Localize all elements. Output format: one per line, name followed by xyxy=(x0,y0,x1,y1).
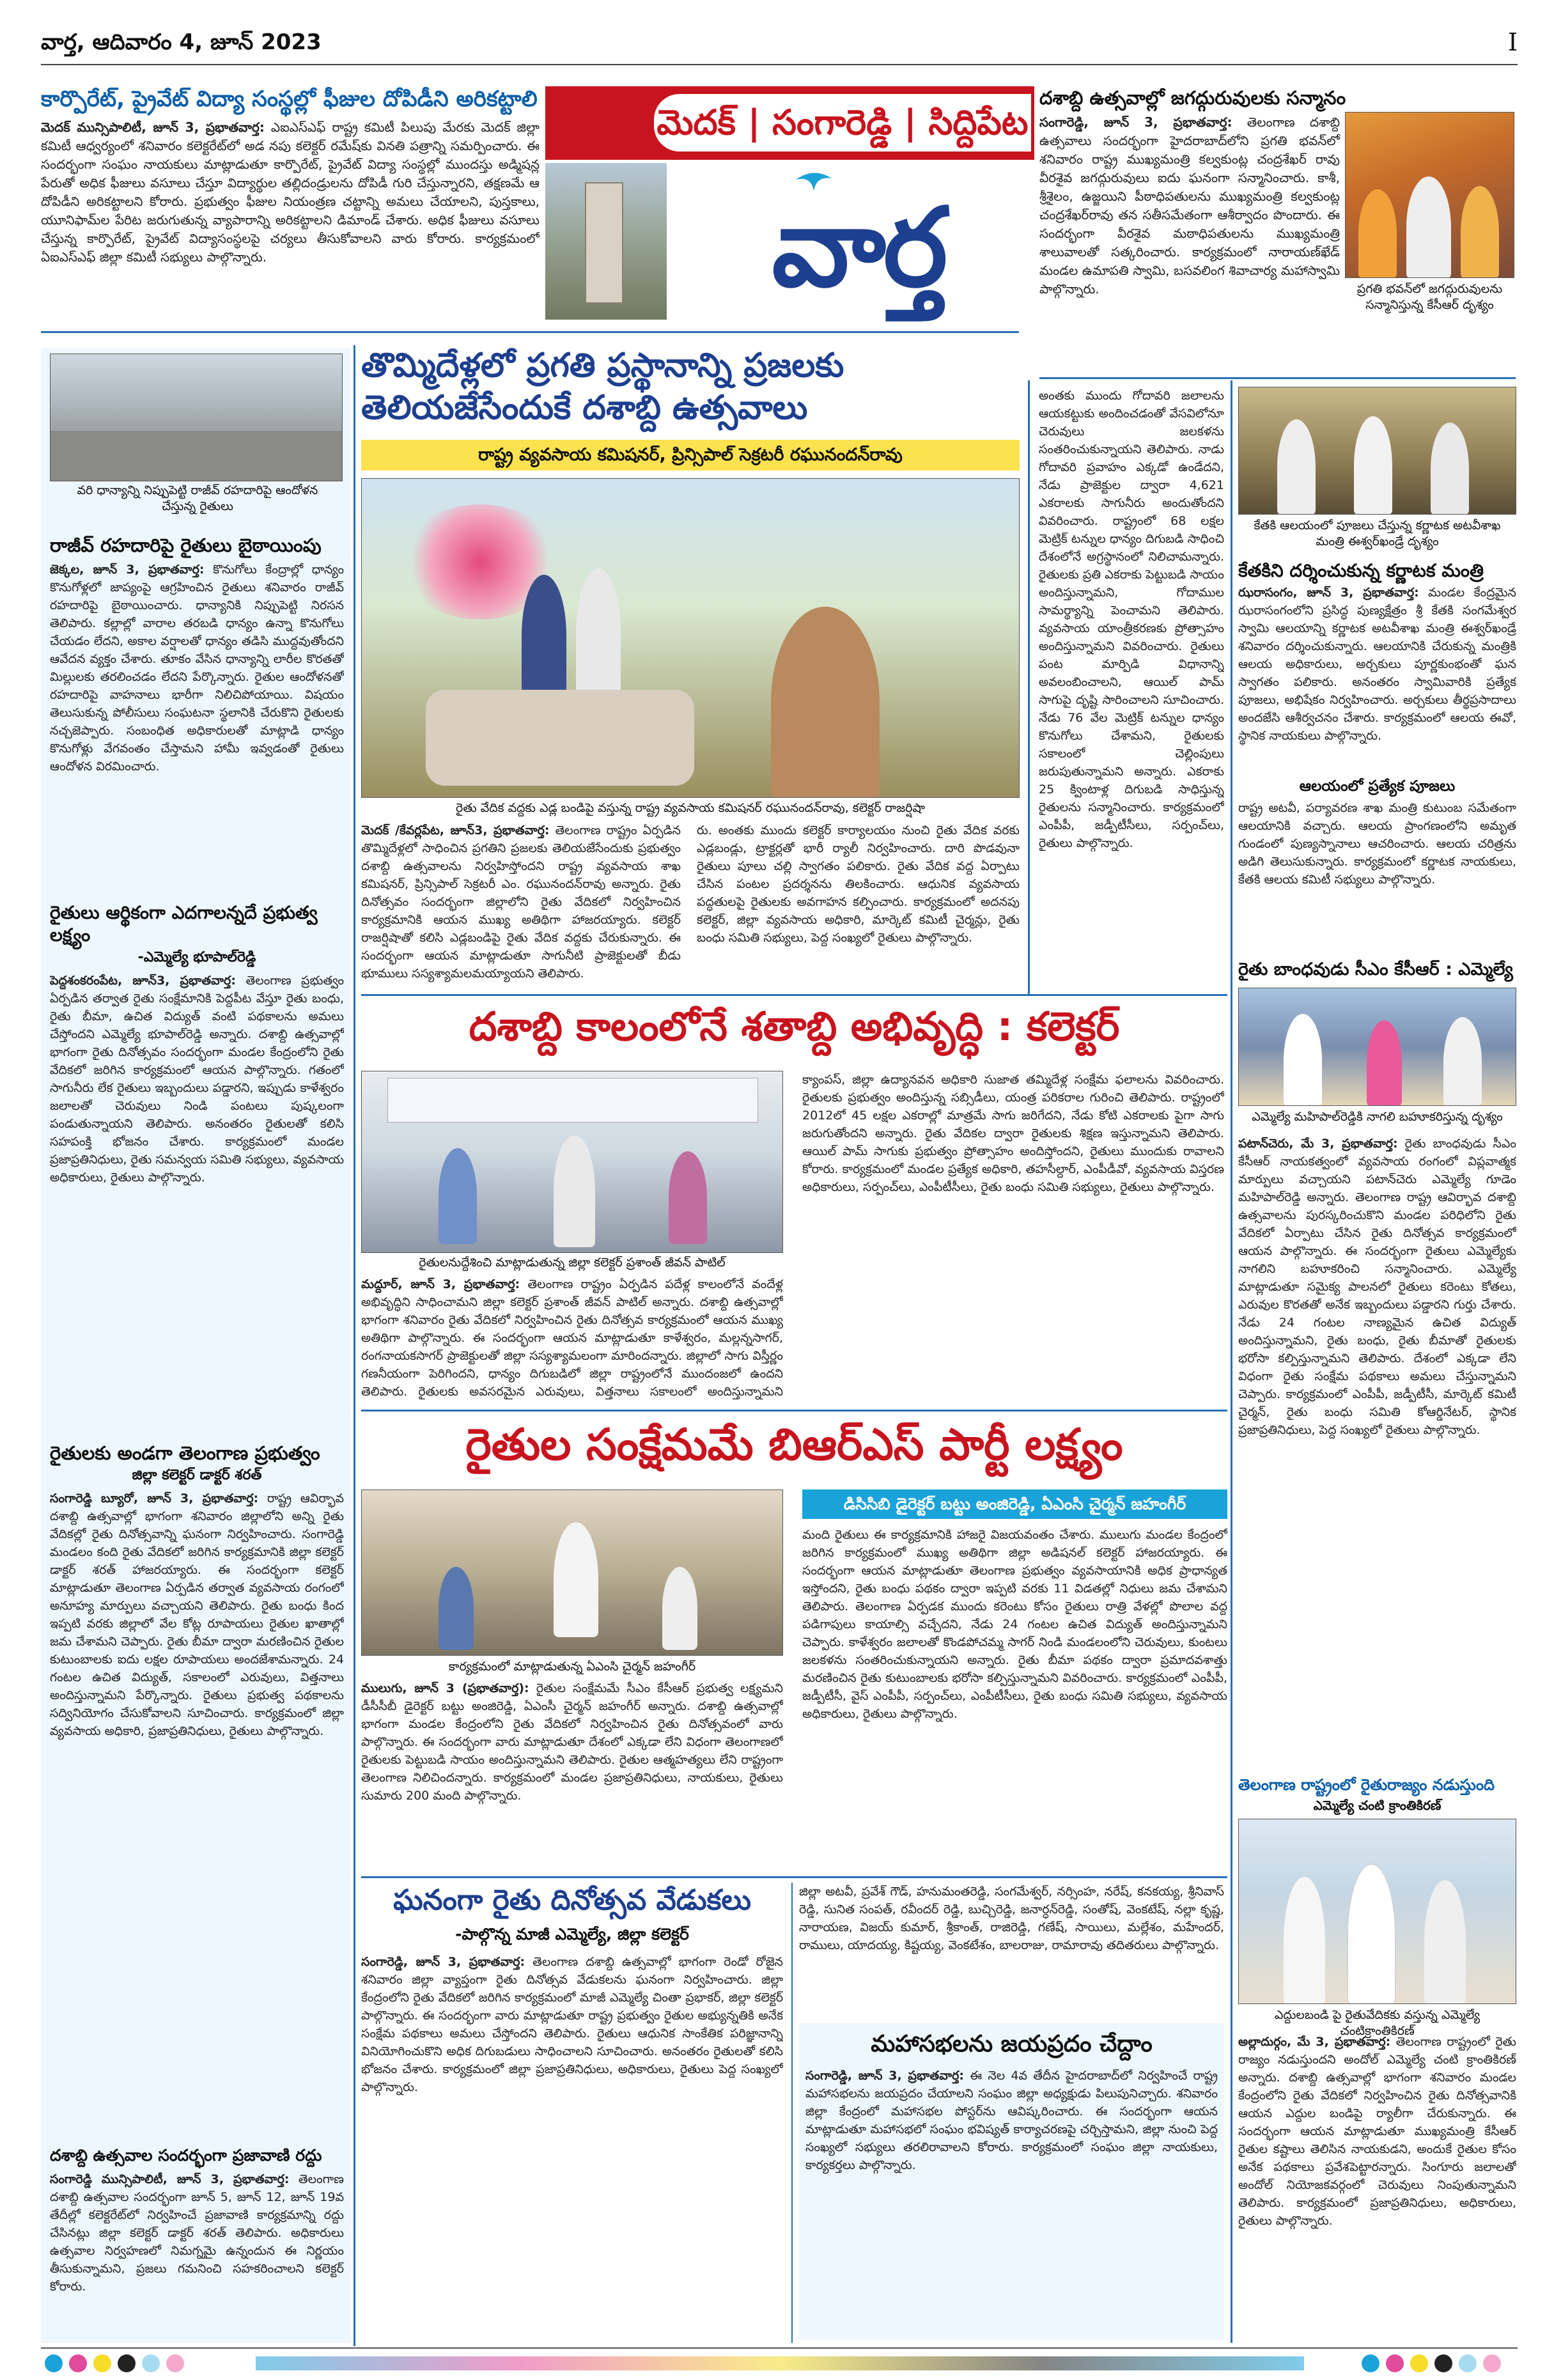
person-figure xyxy=(554,1522,598,1637)
headline: రైతులు ఆర్థికంగా ఎదగాలన్నదే ప్రభుత్వ లక్ష్యం xyxy=(50,902,318,945)
headline: దశాబ్ది ఉత్సవాల సందర్భంగా ప్రజావాణి రద్దు xyxy=(50,2146,322,2165)
article-lead xyxy=(361,345,1020,991)
protest-photo xyxy=(50,354,343,481)
headline: కార్పొరేట్, ప్రైవేట్ విద్యా సంస్థల్లో ఫీజుల దోపిడీని అరికట్టాలి xyxy=(41,86,538,112)
right-column xyxy=(1238,387,1519,2343)
body-block xyxy=(799,1883,1224,2017)
dateline: పటాన్‌చెరు, మే 3, ప్రభాతవార్త: xyxy=(1238,1137,1398,1151)
body: తెలంగాణ రాష్ట్రంలో రైతు రాజ్యం నడుస్తుందని అందోల్ ఎమ్మెల్యే చంటి క్రాంతికిరణ్ అన్నారు. దశాబ్ది ఉత్సవాల్లో భాగంగా శనివారం మండల కేంద్రంలోని రైతు వేదికలో నిర్వహించిన రైతు దినోత్సవానికి ఆయన ఎద్దుల బండిపై ర్యాలీగా చేరుకున్నారు. ఈ సందర్భంగా ఆయన మాట్లాడుతూ ముఖ్యమంత్రి కేసీఆర్ రైతుల కష్టాలు తెలిసిన నాయకుడని, అందుకే రైతుల కోసం అనేక పథకాలు ప్రవేశపెట్టారన్నారు. సింగూరు జలాలతో అందోల్ నియోజకవర్గంలో చెరువులు నింపుతున్నామని తెలిపారు. కార్యక్రమంలో ప్రజాప్రతినిధులు, అధికారులు, రైతులు పాల్గొన్నారు. xyxy=(1238,2035,1516,2228)
headline: మహాసభలను జయప్రదం చేద్దాం xyxy=(871,2031,1153,2057)
body-block xyxy=(1238,1135,1516,1768)
byline: ఎమ్మెల్యే చంటి క్రాంతికిరణ్ xyxy=(1313,1798,1441,1813)
mahasabha-box xyxy=(799,2023,1224,2340)
body: మండల కేంద్రమైన ఝరాసంగంలోని ప్రసిద్ధ పుణ్యక్షేత్రం శ్రీ కేతకి సంగమేశ్వర స్వామి ఆలయాన్ని కర్ణాటక అటవీశాఖ మంత్రి ఈశ్వర్‌ఖండ్రే శనివారం దర్శించుకున్నారు. ఆలయానికి చేరుకున్న మంత్రికి ఆలయ అధికారులు, అర్చకులు పూర్ణకుంభంతో ఘన స్వాగతం పలికారు. అనంతరం స్వామివారికి ప్రత్యేక పూజలు, అభిషేకం నిర్వహించారు. అర్చకులు తీర్థప్రసాదాలు అందజేసి ఆశీర్వచనం చేశారు. కార్యక్రమంలో ఆలయ ఈవో, స్థానిక నాయకులు పాల్గొన్నారు. xyxy=(1238,586,1516,743)
person-figure xyxy=(1424,1880,1466,2004)
body: రైతుల సంక్షేమమే సీఎం కేసీఆర్ ప్రభుత్వ లక్ష్యమని డీసీసీబీ డైరెక్టర్ బట్టు అంజిరెడ్డి, ఏఎంసీ చైర్మన్ జహంగీర్ అన్నారు. దశాబ్ది ఉత్సవాల్లో భాగంగా మండల కేంద్రంలోని రైతు వేదికలో నిర్వహించిన రైతు దినోత్సవంలో వారు పాల్గొన్నారు. ఈ సందర్భంగా వారు మాట్లాడుతూ దేశంలో ఎక్కడా లేని విధంగా తెలంగాణలో రైతులకు పెట్టుబడి సాయం అందిస్తున్నామని తెలిపారు. రైతుల ఆత్మహత్యలు లేని రాష్ట్రంగా తెలంగాణ నిలిచిందన్నారు. కార్యక్రమంలో మండల ప్రజాప్రతినిధులు, నాయకులు, రైతులు సుమారు 200 మంది పాల్గొన్నారు. xyxy=(361,1681,783,1803)
column-rule xyxy=(1028,380,1030,994)
cyan-mark xyxy=(1459,2354,1477,2372)
person-figure xyxy=(1284,1014,1322,1106)
headline-line1: తొమ్మిదేళ్లలో ప్రగతి ప్రస్థానాన్ని ప్రజలకు xyxy=(361,346,844,385)
subhead: రాష్ట్ర వ్యవసాయ కమిషనర్, ప్రిన్సిపాల్ సెక్రటరీ రఘునందన్‌రావు xyxy=(361,440,1020,471)
photo-caption: ప్రగతి భవన్‌లో జగద్గురువులను సన్మానిస్తున్న కేసీఆర్ దృశ్యం xyxy=(1356,282,1503,312)
person-figure xyxy=(554,1135,595,1247)
person-figure xyxy=(1406,176,1451,278)
body-block xyxy=(1238,2033,1516,2340)
photo-caption: కార్యక్రమంలో మాట్లాడుతున్న ఏఎంసి చైర్మన్ జహంగీర్ xyxy=(448,1660,696,1674)
magenta-mark xyxy=(69,2354,87,2372)
body: కొనుగోలు కేంద్రాల్లో ధాన్యం కొనుగోళ్లలో జాప్యంపై ఆగ్రహించిన రైతులు శనివారం రాజీవ్ రహదారిపై బైఠాయించారు. ధాన్యానికి నిప్పుపెట్టి నిరసన తెలిపారు. కల్లాల్లో వారాల తరబడి ధాన్యం ఉన్నా కొనుగోలు చేయడం లేదని, అకాల వర్షాలతో ధాన్యం తడిసి ముద్దవుతోందని ఆవేదన వ్యక్తం చేశారు. తూకం వేసిన ధాన్యాన్ని లారీల కొరతతో మిల్లులకు తరలించడం లేదని పేర్కొన్నారు. రైతుల ఆందోళనతో రహదారిపై వాహనాలు భారీగా నిలిచిపోయాయి. విషయం తెలుసుకున్న పోలీసులు సంఘటనా స్థలానికి చేరుకొని రైతులకు నచ్చజెప్పారు. సంబంధిత అధికారులతో మాట్లాడి ధాన్యం కొనుగోళ్లు వేగవంతం చేస్తామని హామీ ఇవ్వడంతో రైతులు ఆందోళన విరమించారు. xyxy=(50,563,344,774)
article-collector xyxy=(361,1000,1227,1406)
district-line: మెదక్ | సంగారెడ్డి | సిద్దిపేట xyxy=(654,94,1031,152)
subhead: ఆలయంలో ప్రత్యేక పూజలు xyxy=(1299,778,1456,795)
collector-photo xyxy=(361,1071,783,1253)
brs-photo xyxy=(361,1489,783,1656)
headline: రైతు బాంధవుడు సీఎం కేసీఆర్ : ఎమ్మెల్యే xyxy=(1238,960,1513,979)
person-figure xyxy=(1348,1864,1395,2004)
headline-line2: తెలియజేసేందుకే దశాబ్ది ఉత్సవాలు xyxy=(361,389,808,427)
section-rule xyxy=(1039,377,1516,379)
headline: కేతకిని దర్శించుకున్న కర్ణాటక మంత్రి xyxy=(1238,560,1484,581)
body: జిల్లా అటవీ, ప్రవేశ్ గౌడ్, హనుమంతరెడ్డి, సంగమేశ్వర్, నర్సింహ, నరేష్, కనకయ్య, శ్రీనివాస్ రెడ్డి, సునిత సంపత్, రవీందర్ రెడ్డి, బుచ్చిరెడ్డి, జనార్ధన్‌రెడ్డి, సంతోష్, వెంకటేష్, నల్లా కృష్ణ, నారాయణ, విజయ్ కుమార్, శ్రీకాంత్, రాజిరెడ్డి, గణేష్, సాయిలు, మల్లేశం, మహేందర్, రాములు, యాదయ్య, కిష్టయ్య, వెంకటేశం, బాలరాజు, రామారావు తదితరులు పాల్గొన్నారు. xyxy=(799,1885,1224,1952)
body: తెలంగాణ దశాబ్ది ఉత్సవాల్లో భాగంగా రెండో రోజైన శనివారం జిల్లా వ్యాప్తంగా రైతు దినోత్సవ వేడుకలను ఘనంగా నిర్వహించారు. జిల్లా కేంద్రంలోని రైతు వేదికలో జరిగిన కార్యక్రమంలో మాజీ ఎమ్మెల్యే చింతా ప్రభాకర్, జిల్లా కలెక్టర్ పాల్గొన్నారు. ఈ సందర్భంగా వారు మాట్లాడుతూ రాష్ట్ర ప్రభుత్వం రైతుల అభ్యున్నతికి అనేక సంక్షేమ పథకాలు అమలు చేస్తోందని తెలిపారు. రైతులు ఆధునిక సాంకేతిక పరిజ్ఞానాన్ని వినియోగించుకొని అధిక దిగుబడులు సాధించాలని సూచించారు. అనంతరం రైతులతో కలిసి భోజనం చేశారు. కార్యక్రమంలో జిల్లా ప్రజాప్రతినిధులు, అధికారులు, రైతులు పెద్ద సంఖ్యలో పాల్గొన్నారు. xyxy=(361,1955,783,2094)
magenta-mark xyxy=(1386,2354,1404,2372)
body: తెలంగాణ రాష్ట్రం ఏర్పడిన పదేళ్ల కాలంలోనే వందేళ్ల అభివృద్ధిని సాధించామని జిల్లా కలెక్టర్ ప్రశాంత్ జీవన్ పాటిల్ అన్నారు. దశాబ్ది ఉత్సవాల్లో భాగంగా శనివారం రైతు వేదికలో నిర్వహించిన రైతు దినోత్సవ కార్యక్రమంలో ఆయన ముఖ్య అతిథిగా పాల్గొన్నారు. ఈ సందర్భంగా ఆయన మాట్లాడుతూ కాళేశ్వరం, మల్లన్నసాగర్, రంగనాయకసాగర్ ప్రాజెక్టులతో జిల్లా సస్యశ్యామలంగా మారిందన్నారు. జిల్లాలో సాగు విస్తీర్ణం గణనీయంగా పెరిగిందని, ధాన్యం దిగుబడిలో జిల్లా రాష్ట్రంలోనే ముందంజలో ఉందని తెలిపారు. రైతులకు అవసరమైన ఎరువులు, విత్తనాలు సకాలంలో అందిస్తున్నామని xyxy=(361,1277,783,1399)
article-jagadguru xyxy=(1039,86,1516,374)
page-number: I xyxy=(1507,28,1518,56)
body: తెలంగాణ రాష్ట్రం ఏర్పడిన తొమ్మిదేళ్లలో సాధించిన ప్రగతిని ప్రజలకు తెలియజేసేందుకు ప్రభుత్వం దశాబ్ది ఉత్సవాలను నిర్వహిస్తోందని రాష్ట్ర వ్యవసాయ శాఖ కమిషనర్, ప్రిన్సిపాల్ సెక్రటరీ ఎం. రఘునందన్‌రావు అన్నారు. రైతు దినోత్సవం సందర్భంగా జిల్లాలోని రైతు వేదికలో నిర్వహించిన కార్యక్రమానికి ఆయన ముఖ్య అతిథిగా హాజరయ్యారు. కలెక్టర్ రాజర్షిషాతో కలిసి ఎడ్లబండిపై రైతు వేదిక వద్దకు చేరుకున్నారు. ఈ సందర్భంగా ఆయన మాట్లాడుతూ సాగునీటి ప్రాజెక్టులతో బీడు భూములు సస్యశ్యామలమయ్యాయని తెలిపారు. xyxy=(361,823,681,981)
rythu-bandhu-photo xyxy=(1238,988,1516,1106)
person-figure xyxy=(1358,189,1397,278)
dateline: సంగారెడ్డి, జూన్ 3, ప్రభాతవార్త: xyxy=(361,1955,525,1969)
body: తెలంగాణ దశాబ్ది ఉత్సవాల సందర్భంగా జూన్ 5, జూన్ 12, జూన్ 19వ తేదీల్లో కలెక్టరేట్‌లో నిర్వహించే ప్రజావాణి కార్యక్రమాన్ని రద్దు చేసినట్లు జిల్లా కలెక్టర్ డాక్టర్ శరత్ తెలిపారు. అధికారులు ఉత్సవాల నిర్వహణలో నిమగ్నమై ఉన్నందున ఈ నిర్ణయం తీసుకున్నామని, ప్రజలు గమనించి సహకరించాలని కలెక్టర్ కోరారు. xyxy=(50,2172,344,2294)
person-figure xyxy=(669,1151,707,1244)
left-column xyxy=(41,348,351,2343)
cyan-mark xyxy=(142,2354,160,2372)
headline: రైతులకు అండగా తెలంగాణ ప్రభుత్వం xyxy=(50,1442,320,1464)
person-figure xyxy=(662,1567,697,1650)
magenta-mark xyxy=(1483,2354,1501,2372)
body-block xyxy=(805,2067,1218,2335)
body-block xyxy=(50,2170,344,2337)
dateline: ఝరాసంగం, జూన్ 3, ప్రభాతవార్త: xyxy=(1238,586,1419,600)
black-mark xyxy=(1434,2354,1452,2372)
masthead-photo xyxy=(545,163,667,320)
column-rule xyxy=(791,1883,793,2343)
body: తెలంగాణ దశాబ్ది ఉత్సవాలు సందర్భంగా హైదరాబాద్‌లోని ప్రగతి భవన్‌లో శనివారం రాష్ట్ర ముఖ్యమంత్రి కల్వకుంట్ల చంద్రశేఖర్ రావు వీరశైవ జగద్గురువులు ఐదు ఘనంగా సన్మానించారు. కాశీ, శ్రీశైలం, ఉజ్జయిని పీఠాధిపతులను ముఖ్యమంత్రి కల్వకుంట్ల చంద్రశేఖర్‌రావు తన సతీసమేతంగా ఆశీర్వాదం పొందారు. ఈ సందర్భంగా వీరశైవ మఠాధిపతులను ముఖ్యమంత్రి శాలువాలతో సత్కరించారు. కార్యక్రమంలో నారాయణ్‌ఖేడ్ మండల ఉమాపతి స్వామి, బసవలింగ శివాచార్య మహాస్వామి పాల్గొన్నారు. xyxy=(1039,114,1340,297)
dateline: సంగారెడ్డి బ్యూరో, జూన్ 3, ప్రభాతవార్త: xyxy=(50,1491,259,1505)
bullock-cart xyxy=(426,690,694,786)
byline: -పాల్గొన్న మాజీ ఎమ్మెల్యే, జిల్లా కలెక్టర్ xyxy=(455,1925,689,1943)
byline: జిల్లా కలెక్టర్ డాక్టర్ శరత్ xyxy=(132,1467,262,1483)
photo-caption: రైతులనుద్దేశించి మాట్లాడుతున్న జిల్లా కలెక్టర్ ప్రశాంత్ జీవన్ పాటిల్ xyxy=(419,1256,726,1270)
date-line: వార్త, ఆదివారం 4, జూన్ 2023 xyxy=(41,29,322,55)
dateline: అల్లాదుర్గం, మే 3, ప్రభాతవార్త: xyxy=(1238,2035,1391,2049)
body: ఈ నెల 4వ తేదీన హైదరాబాద్‌లో నిర్వహించే రాష్ట్ర మహాసభలను జయప్రదం చేయాలని సంఘం జిల్లా అధ్యక్షుడు పిలుపునిచ్చారు. శనివారం జిల్లా కేంద్రంలో మహాసభల పోస్టర్‌ను ఆవిష్కరించారు. ఈ సందర్భంగా ఆయన మాట్లాడుతూ మహాసభలో సంఘం భవిష్యత్ కార్యాచరణపై చర్చిస్తామని, జిల్లా నుంచి పెద్ద సంఖ్యలో సభ్యులు తరలిరావాలని కోరారు. కార్యక్రమంలో సంఘం జిల్లా నాయకులు, కార్యకర్తలు పాల్గొన్నారు. xyxy=(805,2069,1218,2172)
dateline: మెదక్ /కేవర్లపేట, జూన్3, ప్రభాతవార్త: xyxy=(361,823,550,837)
person-figure xyxy=(439,1148,477,1244)
person-figure xyxy=(576,568,621,696)
body-block xyxy=(802,1071,1224,1403)
body: అంతకు ముందు గోదావరి జలాలను ఆయకట్టుకు అందించడంతో వేసవిలోనూ చెరువులు జలకళను సంతరించుకున్నాయని తెలిపారు. నాడు గోదావరి ప్రవాహం ఎక్కడో ఉండేదని, నేడు ప్రాజెక్టుల ద్వారా 4,621 ఎకరాలకు సాగునీరు అందుతోందని వివరించారు. రాష్ట్రంలో 68 లక్షల మెట్రిక్ టన్నుల ధాన్యం దిగుబడి సాధించి దేశంలోనే అగ్రస్థానంలో నిలిచామన్నారు. రైతులకు ప్రతి ఎకరాకు పెట్టుబడి సాయం అందిస్తున్నామని, గోదాముల సామర్థ్యాన్ని పెంచామని తెలిపారు. వ్యవసాయ యాంత్రీకరణకు ప్రోత్సాహం అందిస్తున్నామని వివరించారు. రైతులు పంట మార్పిడి విధానాన్ని అవలంబించాలని, ఆయిల్ పామ్ సాగుపై దృష్టి సారించాలని సూచించారు. నేడు 76 వేల మెట్రిక్ టన్నుల ధాన్యం కొనుగోలు చేశామని, రైతులకు సకాలంలో చెల్లింపులు జరుపుతున్నామని అన్నారు. ఎకరాకు 25 క్వింటాళ్ల దిగుబడి సాధిస్తున్న రైతులను సన్మానించారు. కార్యక్రమంలో ఎంపీపీ, జడ్పీటీసీలు, సర్పంచ్‌లు, రైతులు పాల్గొన్నారు. xyxy=(1039,389,1224,850)
body-block xyxy=(50,972,344,1432)
byline: -ఎమ్మెల్యే భూపాల్‌రెడ్డి xyxy=(137,949,256,965)
logo-text: వార్త xyxy=(772,185,945,311)
headline: దశాబ్ది ఉత్సవాల్లో జగద్గురువులకు సన్మానం xyxy=(1039,87,1346,109)
body: రాష్ట్ర ఆవిర్భావ దశాబ్ది ఉత్సవాల్లో భాగంగా శనివారం జిల్లాలోని అన్ని రైతు వేదికల్లో రైతు దినోత్సవాన్ని ఘనంగా నిర్వహించారు. సంగారెడ్డి మండలం కంది రైతు వేదికలో జరిగిన కార్యక్రమానికి జిల్లా కలెక్టర్ డాక్టర్ శరత్ హాజరయ్యారు. ఈ సందర్భంగా కలెక్టర్ మాట్లాడుతూ తెలంగాణ ఏర్పడిన తర్వాత వ్యవసాయ రంగంలో అనూహ్య మార్పులు వచ్చాయని తెలిపారు. రైతు బంధు కింద ఇప్పటి వరకు జిల్లాలో వేల కోట్ల రూపాయలు రైతుల ఖాతాల్లో జమ చేశామని చెప్పారు. రైతు బీమా ద్వారా మరణించిన రైతుల కుటుంబాలకు ఐదు లక్షల రూపాయలు అందజేశామన్నారు. 24 గంటల ఉచిత విద్యుత్, సకాలంలో ఎరువులు, విత్తనాలు అందిస్తున్నామని పేర్కొన్నారు. రైతులు ప్రభుత్వ పథకాలను సద్వినియోగం చేసుకోవాలని సూచించారు. కార్యక్రమంలో జిల్లా వ్యవసాయ అధికారి, ప్రజాప్రతినిధులు, రైతులు పాల్గొన్నారు. xyxy=(50,1491,344,1738)
dateline: సంగారెడ్డి మున్సిపాలిటీ, జూన్ 3, ప్రభాతవార్త: xyxy=(50,2172,290,2186)
yellow-mark xyxy=(1410,2354,1428,2372)
photo-caption: రైతు వేదిక వద్దకు ఎడ్ల బండిపై వస్తున్న రాష్ట్ర వ్యవసాయ కమిషనర్ రఘునందన్‌రావు, కలెక్టర్ రాజర్షిషా xyxy=(456,801,925,815)
headline: ఘనంగా రైతు దినోత్సవ వేడుకలు xyxy=(393,1884,751,1917)
celebration-continuation xyxy=(799,1883,1224,2343)
photo-caption: వరి ధాన్యాన్ని నిప్పుపెట్టి రాజీవ్ రహదారిపై ఆందోళన చేస్తున్న రైతులు xyxy=(77,483,318,513)
raithuraajyam-photo xyxy=(1238,1819,1516,2004)
person-figure xyxy=(439,1567,474,1650)
church-tower xyxy=(585,182,623,304)
person-figure xyxy=(1284,1877,1325,2004)
column-rule xyxy=(354,345,355,2346)
person-figure xyxy=(1354,416,1392,515)
body-block xyxy=(697,821,1020,989)
photo-caption: ఎమ్మెల్యే మహిపాల్‌రెడ్డికి నాగలి బహూకరిస్తున్న దృశ్యం xyxy=(1252,1110,1503,1124)
karnataka-photo xyxy=(1238,387,1516,515)
body-block xyxy=(1238,799,1516,953)
photo-caption: ఎద్దులబండి పై రైతువేదికకు వస్తున్న ఎమ్మెల్యే చంటిక్రాంతికిరణ్ xyxy=(1274,2008,1480,2038)
district-banner xyxy=(545,86,1034,160)
headline: రైతుల సంక్షేమమే బిఆర్ఎస్ పార్టీ లక్ష్యం xyxy=(465,1420,1123,1470)
body-block xyxy=(50,561,344,893)
body-block xyxy=(361,1953,783,2337)
dateline: మెదక్ మున్సిపాలిటీ, జూన్ 3, ప్రభాతవార్త: xyxy=(41,120,265,135)
person-figure xyxy=(771,607,880,798)
person-figure xyxy=(1367,1020,1402,1106)
magenta-mark xyxy=(166,2354,184,2372)
cyan-mark xyxy=(1362,2354,1379,2372)
person-figure xyxy=(1443,1017,1482,1106)
body-block xyxy=(802,1526,1227,1871)
body: తెలంగాణ ప్రభుత్వం ఏర్పడిన తర్వాత రైతు సంక్షేమానికి పెద్దపీట వేస్తూ రైతు బంధు, రైతు బీమా, ఉచిత విద్యుత్ వంటి పథకాలను అమలు చేస్తోందని ఎమ్మెల్యే భూపాల్‌రెడ్డి అన్నారు. దశాబ్ది ఉత్సవాల్లో భాగంగా రైతు దినోత్సవం సందర్భంగా మండల కేంద్రంలోని రైతు వేదికలో జరిగిన కార్యక్రమంలో ఆయన పాల్గొన్నారు. గతంలో సాగునీరు లేక రైతులు ఇబ్బందులు పడ్డారని, ఇప్పుడు కాళేశ్వరం జలాలతో చెరువులు నిండి పంటలు పుష్కలంగా పండుతున్నాయని తెలిపారు. అనంతరం రైతులతో కలిసి సహపంక్తి భోజనం చేశారు. కార్యక్రమంలో మండల ప్రజాప్రతినిధులు, రైతు సమన్వయ సమితి సభ్యులు, వ్యవసాయ అధికారులు, రైతులు పాల్గొన్నారు. xyxy=(50,974,344,1185)
lead-continuation xyxy=(1039,387,1224,991)
dateline: సంగారెడ్డి, జూన్ 3, ప్రభాతవార్త: xyxy=(1039,114,1232,130)
road xyxy=(51,431,343,481)
section-rule xyxy=(361,1410,1227,1412)
article-brs xyxy=(361,1416,1227,1873)
headline: దశాబ్ది కాలంలోనే శతాబ్ది అభివృద్ధి : కలెక్టర్ xyxy=(469,1003,1120,1050)
body-block xyxy=(50,1489,344,2129)
subhead: డిసిసిబి డైరెక్టర్ బట్టు అంజిరెడ్డి, ఏఎంసి చైర్మన్ జహంగీర్ xyxy=(802,1489,1227,1519)
body: రైతు బాంధవుడు సీఎం కేసీఆర్ నాయకత్వంలో వ్యవసాయ రంగంలో విప్లవాత్మక మార్పులు వచ్చాయని పటాన్‌చెరు ఎమ్మెల్యే గూడెం మహిపాల్‌రెడ్డి అన్నారు. తెలంగాణ రాష్ట్ర ఆవిర్భావ దశాబ్ది ఉత్సవాలను పురస్కరించుకొని మండల పరిధిలోని రైతు వేదికలో ఏర్పాటు చేసిన రైతు దినోత్సవ కార్యక్రమంలో ఆయన పాల్గొన్నారు. ఈ సందర్భంగా రైతులు ఎమ్మెల్యేకు నాగలిని బహూకరించి సన్మానించారు. ఎమ్మెల్యే మాట్లాడుతూ సమైక్య పాలనలో రైతులు కరెంటు కోతలు, ఎరువుల కొరతతో అనేక ఇబ్బందులు పడ్డారని గుర్తు చేశారు. నేడు 24 గంటల నాణ్యమైన ఉచిత విద్యుత్ అందిస్తున్నామని, రైతు బంధు, రైతు బీమాతో రైతులకు భరోసా కల్పిస్తున్నామని తెలిపారు. దేశంలో ఎక్కడా లేని విధంగా రైతు సంక్షేమ పథకాలు అమలు చేస్తున్నామని చెప్పారు. కార్యక్రమంలో ఎంపీపీ, జడ్పీటీసీ, మార్కెట్ కమిటీ చైర్మన్, రైతు బంధు సమితి కోఆర్డినేటర్, స్థానిక ప్రజాప్రతినిధులు, పెద్ద సంఖ్యలో రైతులు పాల్గొన్నారు. xyxy=(1238,1137,1516,1437)
person-figure xyxy=(522,575,566,696)
stage-banner xyxy=(387,1078,758,1123)
dateline: సంగారెడ్డి, జూన్ 3, ప్రభాతవార్త: xyxy=(805,2069,964,2083)
body: రాష్ట్ర అటవీ, పర్యావరణ శాఖ మంత్రి కుటుంబ సమేతంగా ఆలయానికి వచ్చారు. ఆలయ ప్రాంగణంలోని అమృత గుండంలో పుణ్యస్నానాలు ఆచరించారు. ఆలయ చరిత్రను అడిగి తెలుసుకున్నారు. కార్యక్రమంలో కర్ణాటక నాయకులు, కేతకి ఆలయ కమిటీ సభ్యులు పాల్గొన్నారు. xyxy=(1238,801,1516,887)
article-celebration xyxy=(361,1883,783,2343)
section-rule xyxy=(361,1876,1227,1878)
person-figure xyxy=(1277,419,1316,515)
person-figure xyxy=(1431,423,1469,515)
headline: తెలంగాణ రాష్ట్రంలో రైతురాజ్యం నడుస్తుంది xyxy=(1238,1776,1495,1794)
body: మంది రైతులు ఈ కార్యక్రమానికి హాజరై విజయవంతం చేశారు. ములుగు మండల కేంద్రంలో జరిగిన కార్యక్రమంలో ముఖ్య అతిథిగా జిల్లా అడిషనల్ కలెక్టర్ హాజరయ్యారు. ఈ సందర్భంగా ఆయన మాట్లాడుతూ తెలంగాణ ప్రభుత్వం వ్యవసాయానికి అధిక ప్రాధాన్యత ఇస్తోందని, రైతు బంధు పథకం ద్వారా ఇప్పటి వరకు 11 విడతల్లో నిధులు జమ చేశామని తెలిపారు. తెలంగాణ ఏర్పడక ముందు కరెంటు కోసం రైతులు రాత్రి వేళల్లో పొలాల వద్ద పడిగాపులు కాయాల్సి వచ్చేదని, నేడు 24 గంటల ఉచిత విద్యుత్ అందిస్తున్నామని చెప్పారు. కాళేశ్వరం జలాలతో కొండపోచమ్మ సాగర్ నిండి మండలంలోని చెరువులు, కుంటలు జలకళను సంతరించుకున్నాయని అన్నారు. రైతు బీమా పథకం ద్వారా ప్రమాదవశాత్తు మరణించిన రైతు కుటుంబాలకు భరోసా కల్పిస్తున్నామని వివరించారు. కార్యక్రమంలో ఎంపీపీ, జడ్పీటీసీ, వైస్ ఎంపీపీ, సర్పంచ్‌లు, ఎంపీటీసీలు, రైతు బంధు సమితి సభ్యులు, వ్యవసాయ అధికారులు, రైతులు పాల్గొన్నారు. xyxy=(802,1528,1227,1721)
body-block xyxy=(361,821,681,989)
masthead xyxy=(545,86,1034,323)
dateline: ములుగు, జూన్ 3 (ప్రభాతవార్త): xyxy=(361,1681,529,1695)
person-figure xyxy=(1461,186,1499,278)
body-block xyxy=(361,1275,783,1403)
dateline: పెద్దశంకరంపేట, జూన్3, ప్రభాతవార్త: xyxy=(50,974,236,988)
black-mark xyxy=(118,2354,136,2372)
lead-photo xyxy=(361,478,1020,798)
center-bar xyxy=(256,2356,1304,2370)
body: రు. అంతకు ముందు కలెక్టర్ కార్యాలయం నుంచి రైతు వేదిక వరకు ఎడ్లబండ్లు, ట్రాక్టర్లతో భారీ ర్యాలీ నిర్వహించారు. దారి పొడవునా రైతులు పూలు చల్లి స్వాగతం పలికారు. రైతు వేదిక వద్ద ఏర్పాటు చేసిన పంటల ప్రదర్శనను తిలకించారు. ఆధునిక వ్యవసాయ పద్ధతులపై రైతులకు అవగాహన కల్పించారు. కార్యక్రమంలో అదనపు కలెక్టర్, జిల్లా వ్యవసాయ అధికారి, మార్కెట్ కమిటీ చైర్మన్లు, రైతు బంధు సమితి సభ్యులు, పెద్ద సంఖ్యలో రైతులు పాల్గొన్నారు. xyxy=(697,823,1020,945)
footer-rule xyxy=(41,2347,1518,2349)
body: క్యాంపస్, జిల్లా ఉద్యానవన అధికారి సుజాత తమ్మిదేళ్ల సంక్షేమ ఫలాలను వివరించారు. రైతులకు ప్రభుత్వం అందిస్తున్న సబ్సిడీలు, యంత్ర పరికరాల గురించి తెలిపారు. రాష్ట్రంలో 2012లో 45 లక్షల ఎకరాల్లో మాత్రమే సాగు జరిగేదని, నేడు కోటి ఎకరాలకు పైగా సాగు జరుగుతోందని అన్నారు. రైతు వేదికల ద్వారా రైతులకు శిక్షణ ఇస్తున్నామని తెలిపారు. ఆయిల్ పామ్ సాగుకు ప్రభుత్వం ప్రోత్సాహం అందిస్తోందని, రైతులు ముందుకు రావాలని కోరారు. కార్యక్రమంలో మండల ప్రత్యేక అధికారి, తహసీల్దార్, ఎంపీడీవో, వ్యవసాయ విస్తరణ అధికారులు, సర్పంచ్‌లు, ఎంపీటీసీలు, రైతు బంధు సమితి సభ్యులు, రైతులు పాల్గొన్నారు. xyxy=(802,1073,1224,1194)
section-rule xyxy=(361,994,1227,996)
headline: రాజీవ్ రహదారిపై రైతులు బైఠాయింపు xyxy=(50,534,322,556)
yellow-mark xyxy=(93,2354,111,2372)
column-rule xyxy=(1231,380,1232,2343)
header-rule xyxy=(41,64,1518,65)
dateline: మద్దూర్, జూన్ 3, ప్రభాతవార్త: xyxy=(361,1277,520,1291)
body-block xyxy=(1238,584,1516,775)
page-header xyxy=(41,26,1518,64)
body: ఎఐఎస్‌ఎఫ్ రాష్ట్ర కమిటీ పిలుపు మేరకు మెదక్ జిల్లా కమిటీ ఆధ్వర్యంలో శనివారం కలెక్టరేట్‌లో అడ నపు కలెక్టర్ రమేష్‌కు వినతి పత్రాన్ని సమర్పించారు. ఈ సందర్భంగా సంఘం నాయకులు మాట్లాడుతూ కార్పొరేట్, ప్రైవేట్ విద్యా సంస్థల్లో ముందస్తు అడ్మిషన్ల పేరుతో అధిక ఫీజులు వసూలు చేస్తూ విద్యార్థుల తల్లిదండ్రులను దోపిడీ గురి చేస్తున్నారని, తక్షణమే ఆ దోపిడీని అరికట్టాలని కోరారు. ప్రభుత్వం ఫీజుల నియంత్రణ చట్టాన్ని అమలు చేయాలని, పుస్తకాలు, యూనిఫామ్‌ల పేరిట జరుగుతున్న వ్యాపారాన్ని అరికట్టాలని డిమాండ్ చేశారు. అధిక ఫీజులు వసూలు చేస్తున్న కార్పొరేట్, ప్రైవేట్ విద్యాసంస్థలపై చర్యలు తీసుకోవాలని వారు కోరారు. కార్యక్రమంలో ఏఐఎస్ఎఫ్ జిల్లా కమిటీ సభ్యులు పాల్గొన్నారు. xyxy=(41,120,540,265)
jagadguru-photo xyxy=(1345,112,1514,278)
body-block xyxy=(361,1679,783,1871)
section-rule xyxy=(41,331,1019,333)
photo-caption: కేతకి ఆలయంలో పూజలు చేస్తున్న కర్ణాటక అటవీశాఖ మంత్రి ఈశ్వర్‌ఖండ్రే దృశ్యం xyxy=(1254,518,1501,548)
logo xyxy=(686,162,1031,322)
dateline: జెక్కల, జూన్ 3, ప్రభాతవార్త: xyxy=(50,563,205,577)
article-fees xyxy=(41,86,540,316)
cyan-mark xyxy=(45,2354,63,2372)
